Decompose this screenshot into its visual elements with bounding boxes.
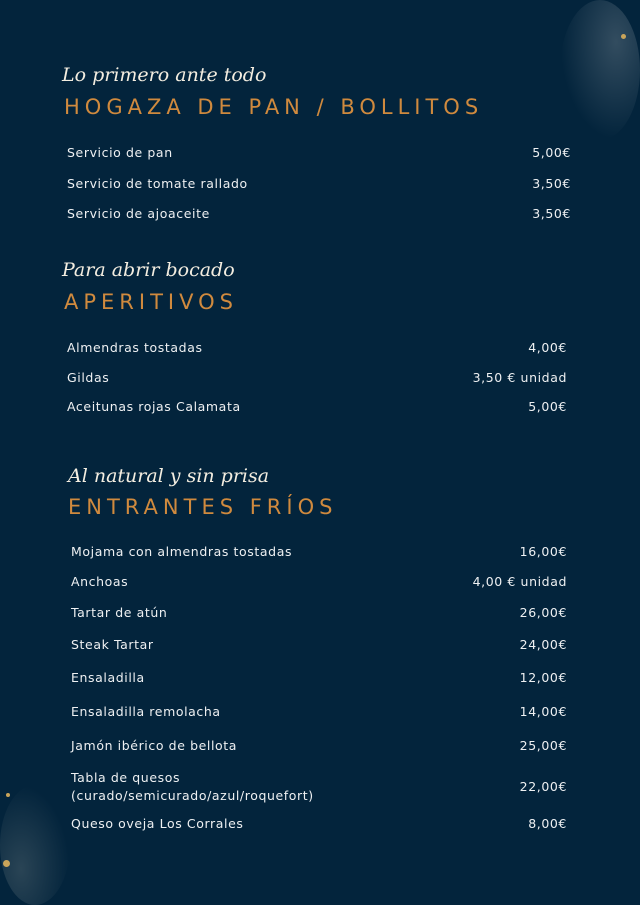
item-name: Queso oveja Los Corrales (71, 816, 244, 831)
item-price: 4,00 € unidad (472, 574, 567, 589)
item-price: 16,00€ (519, 544, 567, 559)
item-name-detail: (curado/semicurado/azul/roquefort) (71, 788, 314, 803)
item-name: Anchoas (71, 574, 129, 589)
item-name: Servicio de pan (67, 145, 173, 160)
menu-item (71, 604, 567, 622)
menu-item (67, 339, 567, 357)
decorative-gold-dot (6, 793, 10, 797)
item-price: 3,50€ (532, 206, 571, 221)
section-subtitle: Para abrir bocado (62, 259, 235, 281)
section-title: ENTRANTES FRÍOS (68, 495, 338, 519)
item-price: 25,00€ (519, 738, 567, 753)
decorative-gold-dot (621, 34, 626, 39)
menu-item (67, 144, 571, 162)
menu-item (71, 669, 567, 687)
section-subtitle: Lo primero ante todo (62, 64, 267, 86)
decorative-gold-dot (3, 860, 10, 867)
menu-item (67, 398, 567, 416)
item-name: Aceitunas rojas Calamata (67, 399, 241, 414)
menu-item (71, 573, 567, 591)
item-name: Jamón ibérico de bellota (71, 738, 238, 753)
section-subtitle: Al natural y sin prisa (68, 465, 270, 487)
item-name: Servicio de tomate rallado (67, 176, 248, 191)
item-name: Tabla de quesos (71, 770, 181, 785)
item-price: 3,50 € unidad (472, 370, 567, 385)
menu-item (71, 769, 567, 805)
menu-item (67, 175, 571, 193)
item-name: Gildas (67, 370, 110, 385)
item-name: Ensaladilla (71, 670, 145, 685)
item-price: 14,00€ (519, 704, 567, 719)
item-name: Steak Tartar (71, 637, 154, 652)
item-price: 5,00€ (532, 145, 571, 160)
item-name: Mojama con almendras tostadas (71, 544, 293, 559)
menu-item (71, 543, 567, 561)
item-name: Servicio de ajoaceite (67, 206, 210, 221)
decorative-watercolor-bottom-left (0, 785, 70, 905)
item-name: Tartar de atún (71, 605, 168, 620)
item-name: Ensaladilla remolacha (71, 704, 221, 719)
item-price: 26,00€ (519, 605, 567, 620)
item-price: 3,50€ (532, 176, 571, 191)
menu-item (67, 369, 567, 387)
item-name: Almendras tostadas (67, 340, 203, 355)
item-price: 8,00€ (528, 816, 567, 831)
menu-item (71, 815, 567, 833)
decorative-watercolor-top-right (560, 0, 640, 140)
menu-item (71, 737, 567, 755)
item-price: 24,00€ (519, 637, 567, 652)
item-price: 22,00€ (519, 779, 567, 794)
item-price: 4,00€ (528, 340, 567, 355)
menu-item (71, 703, 567, 721)
section-title: HOGAZA DE PAN / BOLLITOS (64, 95, 484, 119)
item-price: 5,00€ (528, 399, 567, 414)
item-price: 12,00€ (519, 670, 567, 685)
menu-item (71, 636, 567, 654)
menu-item (67, 205, 571, 223)
section-title: APERITIVOS (64, 290, 238, 314)
